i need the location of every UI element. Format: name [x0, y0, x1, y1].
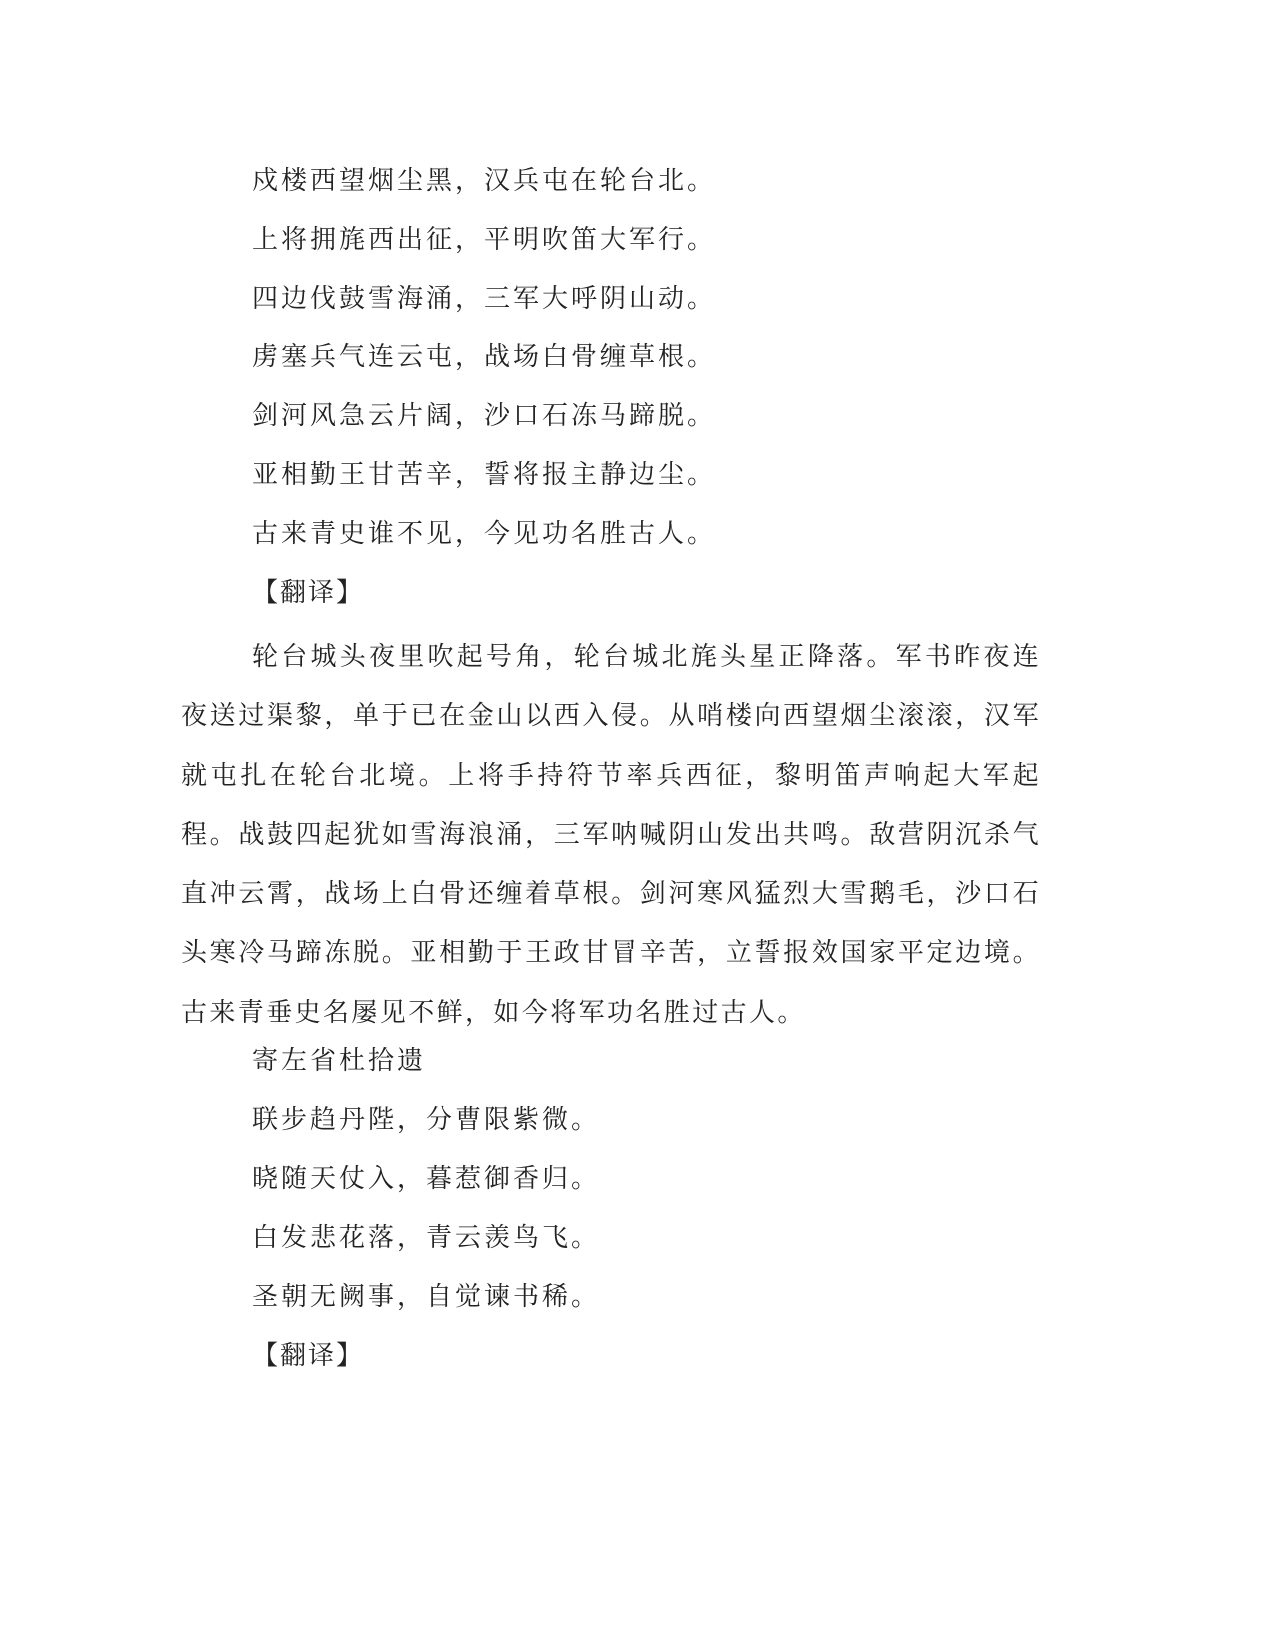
poem-line: 虏塞兵气连云屯，战场白骨缠草根。 — [252, 342, 717, 372]
poem-line: 晓随天仗入，暮惹御香归。 — [252, 1164, 601, 1194]
poem-line: 上将拥旄西出征，平明吹笛大军行。 — [252, 225, 717, 255]
poem-line: 白发悲花落，青云羡鸟飞。 — [252, 1223, 601, 1253]
poem-line: 联步趋丹陛，分曹限紫微。 — [252, 1105, 601, 1135]
translation-paragraph: 轮台城头夜里吹起号角，轮台城北旄头星正降落。军书昨夜连夜送过渠黎，单于已在金山以西入侵。从哨楼向西望烟尘滚滚，汉军就屯扎在轮台北境。上将手持符节率兵西征，黎明笛声响起大军起程。战鼓四起犹如雪海浪涌，三军呐喊阴山发出共鸣。敌营阴沉杀气直冲云霄，战场上白骨还缠着草根。剑河寒风猛烈大雪鹅毛，沙口石头寒冷马蹄冻脱。亚相勤于王政甘冒辛苦，立誓报效国家平定边境。古来青垂史名屡见不鲜，如今将军功名胜过古人。 — [181, 642, 1041, 1028]
translation-heading: 【翻译】 — [252, 578, 365, 608]
poem-line: 古来青史谁不见，今见功名胜古人。 — [252, 519, 717, 549]
poem-line: 戍楼西望烟尘黑，汉兵屯在轮台北。 — [252, 166, 717, 196]
poem-line: 四边伐鼓雪海涌，三军大呼阴山动。 — [252, 284, 717, 314]
poem-line: 圣朝无阙事，自觉谏书稀。 — [252, 1282, 601, 1312]
translation-heading: 【翻译】 — [252, 1341, 365, 1371]
poem-line: 剑河风急云片阔，沙口石冻马蹄脱。 — [252, 401, 717, 431]
poem-line: 亚相勤王甘苦辛，誓将报主静边尘。 — [252, 460, 717, 490]
poem-title: 寄左省杜拾遗 — [252, 1046, 427, 1076]
